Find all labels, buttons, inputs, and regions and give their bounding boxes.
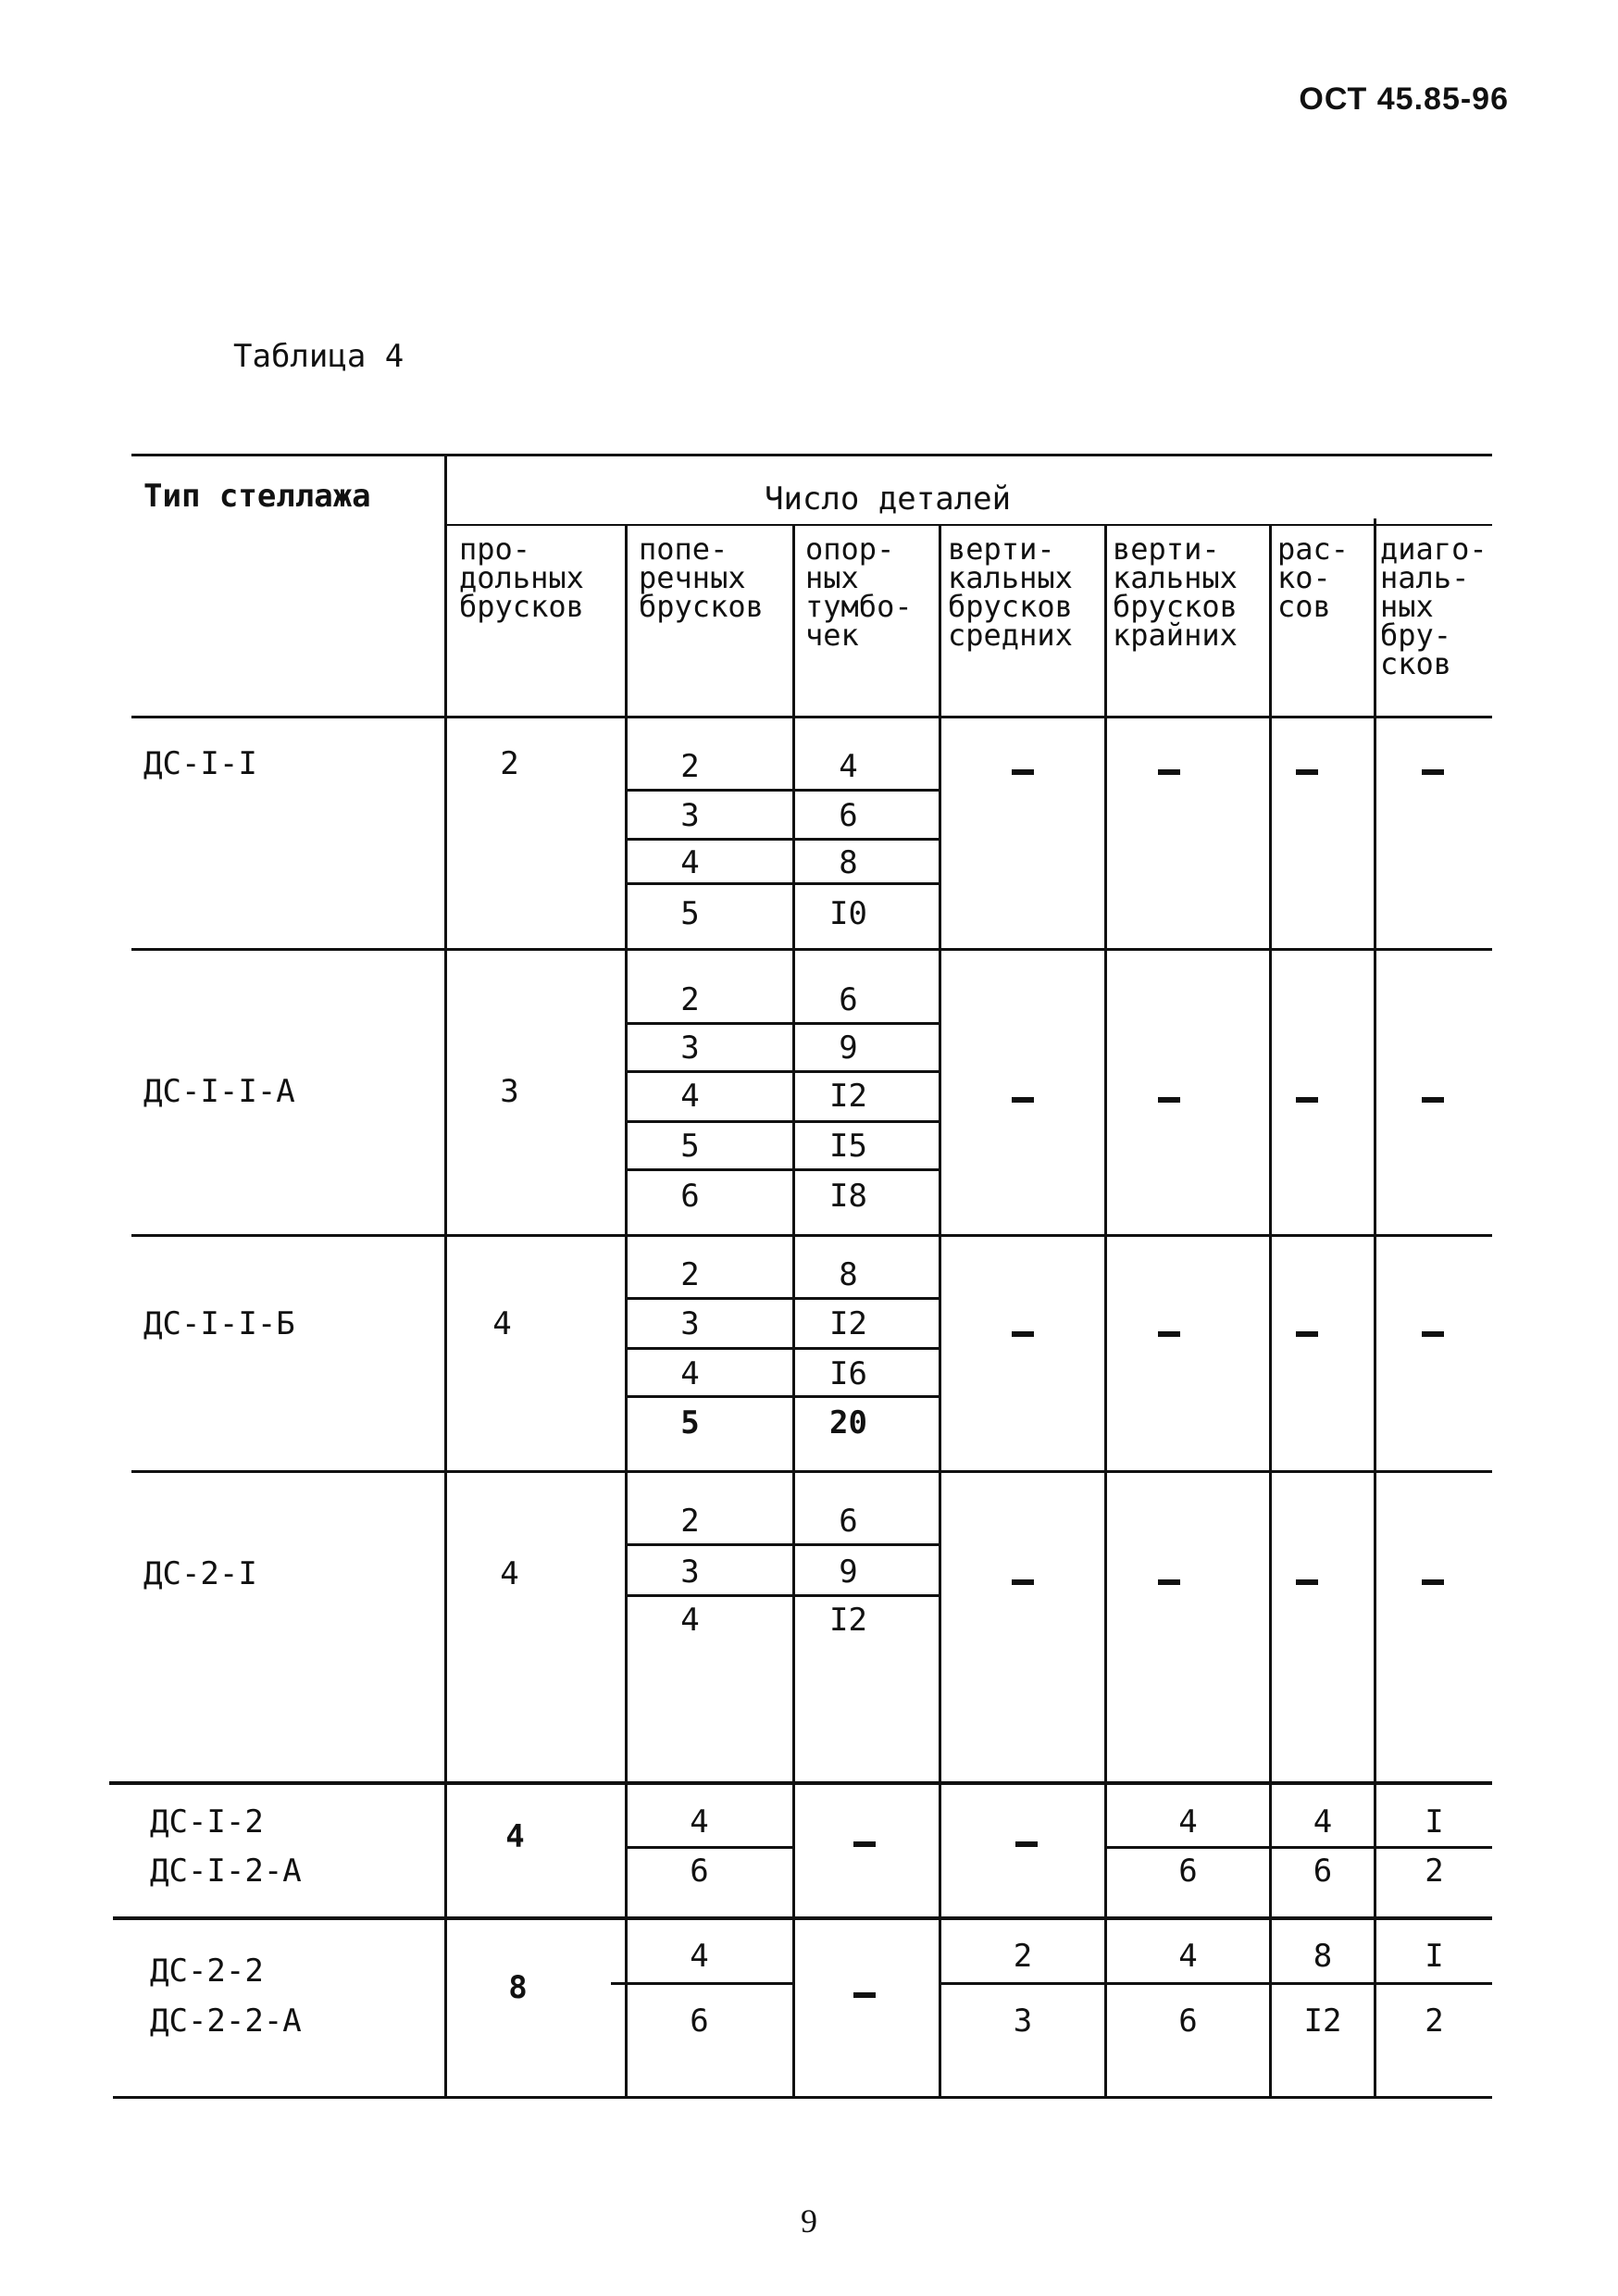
support-count: 20 (829, 1404, 867, 1441)
support-count: 9 (839, 1554, 858, 1591)
col-header-vertical-outer: верти- кальных брусков крайних (1113, 531, 1238, 653)
support-count: 6 (839, 981, 858, 1018)
support-count: 6 (839, 1503, 858, 1540)
dash-vertical-middle (1012, 1579, 1034, 1585)
longitudinal-count: 4 (500, 1555, 519, 1592)
diagonal-count: I (1425, 1938, 1444, 1975)
support-count: I5 (829, 1128, 867, 1165)
table-top-rule (131, 454, 1492, 456)
transverse-count: 3 (680, 797, 700, 834)
support-count: I2 (829, 1305, 867, 1342)
col-header-diagonal: диаго- наль- ных бру- сков (1380, 531, 1487, 681)
vertical-outer-count: 6 (1178, 2003, 1198, 2040)
col-rule (444, 454, 447, 2097)
dash-braces (1296, 1097, 1318, 1103)
transverse-count: 4 (680, 844, 700, 881)
transverse-count: 5 (680, 1404, 700, 1441)
rack-type: ДС-I-2 (150, 1803, 264, 1841)
dash-vertical-middle (1012, 1331, 1034, 1337)
dash-diagonal (1422, 1097, 1444, 1103)
rack-type: ДС-I-I (143, 745, 257, 782)
page-number: 9 (801, 2202, 817, 2240)
diagonal-count: 2 (1425, 2003, 1444, 2040)
dash-vertical-outer (1158, 1579, 1180, 1585)
transverse-count: 4 (690, 1938, 709, 1975)
support-count: I6 (829, 1355, 867, 1392)
sub-rule (625, 1395, 941, 1398)
sub-rule (1104, 1846, 1492, 1849)
sub-rule (625, 1347, 941, 1350)
vertical-middle-count: 3 (1013, 2003, 1033, 2040)
support-count: I2 (829, 1078, 867, 1115)
rack-type: ДС-2-I (143, 1555, 257, 1592)
support-count: I2 (829, 1602, 867, 1639)
document-code: ОСТ 45.85-96 (1299, 81, 1509, 117)
vertical-outer-count: 4 (1178, 1803, 1198, 1841)
transverse-count: 4 (690, 1803, 709, 1841)
support-count: 4 (839, 748, 858, 785)
sub-rule (625, 1594, 941, 1597)
dash-vertical-outer (1158, 769, 1180, 775)
transverse-count: 4 (680, 1078, 700, 1115)
col-rule (939, 524, 941, 2097)
dash-vertical-outer (1158, 1331, 1180, 1337)
longitudinal-count: 4 (505, 1818, 525, 1855)
sub-rule (625, 838, 941, 841)
col-header-transverse: попе- речных брусков (639, 531, 764, 624)
diagonal-count: 2 (1425, 1853, 1444, 1890)
transverse-count: 2 (680, 748, 700, 785)
longitudinal-count: 4 (492, 1305, 512, 1342)
dash-vertical-middle (1012, 1097, 1034, 1103)
support-count: 8 (839, 844, 858, 881)
dash-supports (853, 1992, 876, 1998)
table-caption: Таблица 4 (233, 338, 404, 375)
type-header: Тип стеллажа (143, 478, 371, 515)
row-rule (113, 1916, 1492, 1920)
transverse-count: 6 (680, 1178, 700, 1215)
sub-rule (625, 882, 941, 885)
dash-vertical-outer (1158, 1097, 1180, 1103)
dash-vertical-middle (1015, 1841, 1038, 1847)
transverse-count: 5 (680, 1128, 700, 1165)
support-count: I8 (829, 1178, 867, 1215)
col-header-longitudinal: про- дольных брусков (459, 531, 584, 624)
col-header-vertical-middle: верти- кальных брусков средних (948, 531, 1073, 653)
dash-braces (1296, 1331, 1318, 1337)
vertical-outer-count: 4 (1178, 1938, 1198, 1975)
sub-rule (625, 1120, 941, 1123)
transverse-count: 5 (680, 895, 700, 932)
transverse-count: 2 (680, 1256, 700, 1293)
sub-rule (625, 1297, 941, 1300)
row-rule (131, 1234, 1492, 1237)
transverse-count: 4 (680, 1355, 700, 1392)
rack-type: ДС-I-2-А (150, 1853, 302, 1890)
longitudinal-count: 8 (508, 1969, 528, 2006)
group-header: Число деталей (765, 480, 1012, 518)
support-count: 8 (839, 1256, 858, 1293)
dash-diagonal (1422, 769, 1444, 775)
transverse-count: 2 (680, 1503, 700, 1540)
dash-diagonal (1422, 1579, 1444, 1585)
sub-rule (625, 1070, 941, 1073)
sub-rule (625, 1168, 941, 1171)
dash-supports (853, 1841, 876, 1847)
sub-rule (625, 1846, 792, 1849)
transverse-count: 3 (680, 1554, 700, 1591)
dash-braces (1296, 1579, 1318, 1585)
braces-count: 8 (1313, 1938, 1333, 1975)
vertical-middle-count: 2 (1013, 1938, 1033, 1975)
longitudinal-count: 2 (500, 745, 519, 782)
longitudinal-count: 3 (500, 1073, 519, 1110)
transverse-count: 4 (680, 1602, 700, 1639)
braces-count: 4 (1313, 1803, 1333, 1841)
sub-rule (611, 1982, 792, 1985)
dash-braces (1296, 769, 1318, 775)
transverse-count: 3 (680, 1029, 700, 1067)
support-count: 6 (839, 797, 858, 834)
col-header-supports: опор- ных тумбо- чек (805, 531, 913, 653)
table-bottom-rule (113, 2096, 1492, 2099)
transverse-count: 6 (690, 1853, 709, 1890)
transverse-count: 6 (690, 2003, 709, 2040)
rack-type: ДС-I-I-А (143, 1073, 295, 1110)
row-rule (131, 948, 1492, 951)
sub-rule (939, 1982, 1492, 1985)
col-header-braces: рас- ко- сов (1277, 531, 1350, 624)
diagonal-count: I (1425, 1803, 1444, 1841)
vertical-outer-count: 6 (1178, 1853, 1198, 1890)
transverse-count: 2 (680, 981, 700, 1018)
row-rule (109, 1781, 1492, 1785)
rack-type: ДС-2-2-А (150, 2003, 302, 2040)
row-rule (131, 1470, 1492, 1473)
braces-count: 6 (1313, 1853, 1333, 1890)
braces-count: I2 (1303, 2003, 1342, 2040)
header-bottom-rule (131, 716, 1492, 718)
dash-diagonal (1422, 1331, 1444, 1337)
sub-rule (625, 1022, 941, 1025)
support-count: I0 (829, 895, 867, 932)
header-group-rule (446, 524, 1492, 526)
transverse-count: 3 (680, 1305, 700, 1342)
rack-type: ДС-I-I-Б (143, 1305, 295, 1342)
sub-rule (625, 789, 941, 792)
dash-vertical-middle (1012, 769, 1034, 775)
sub-rule (625, 1543, 941, 1546)
rack-type: ДС-2-2 (150, 1953, 264, 1990)
support-count: 9 (839, 1029, 858, 1067)
